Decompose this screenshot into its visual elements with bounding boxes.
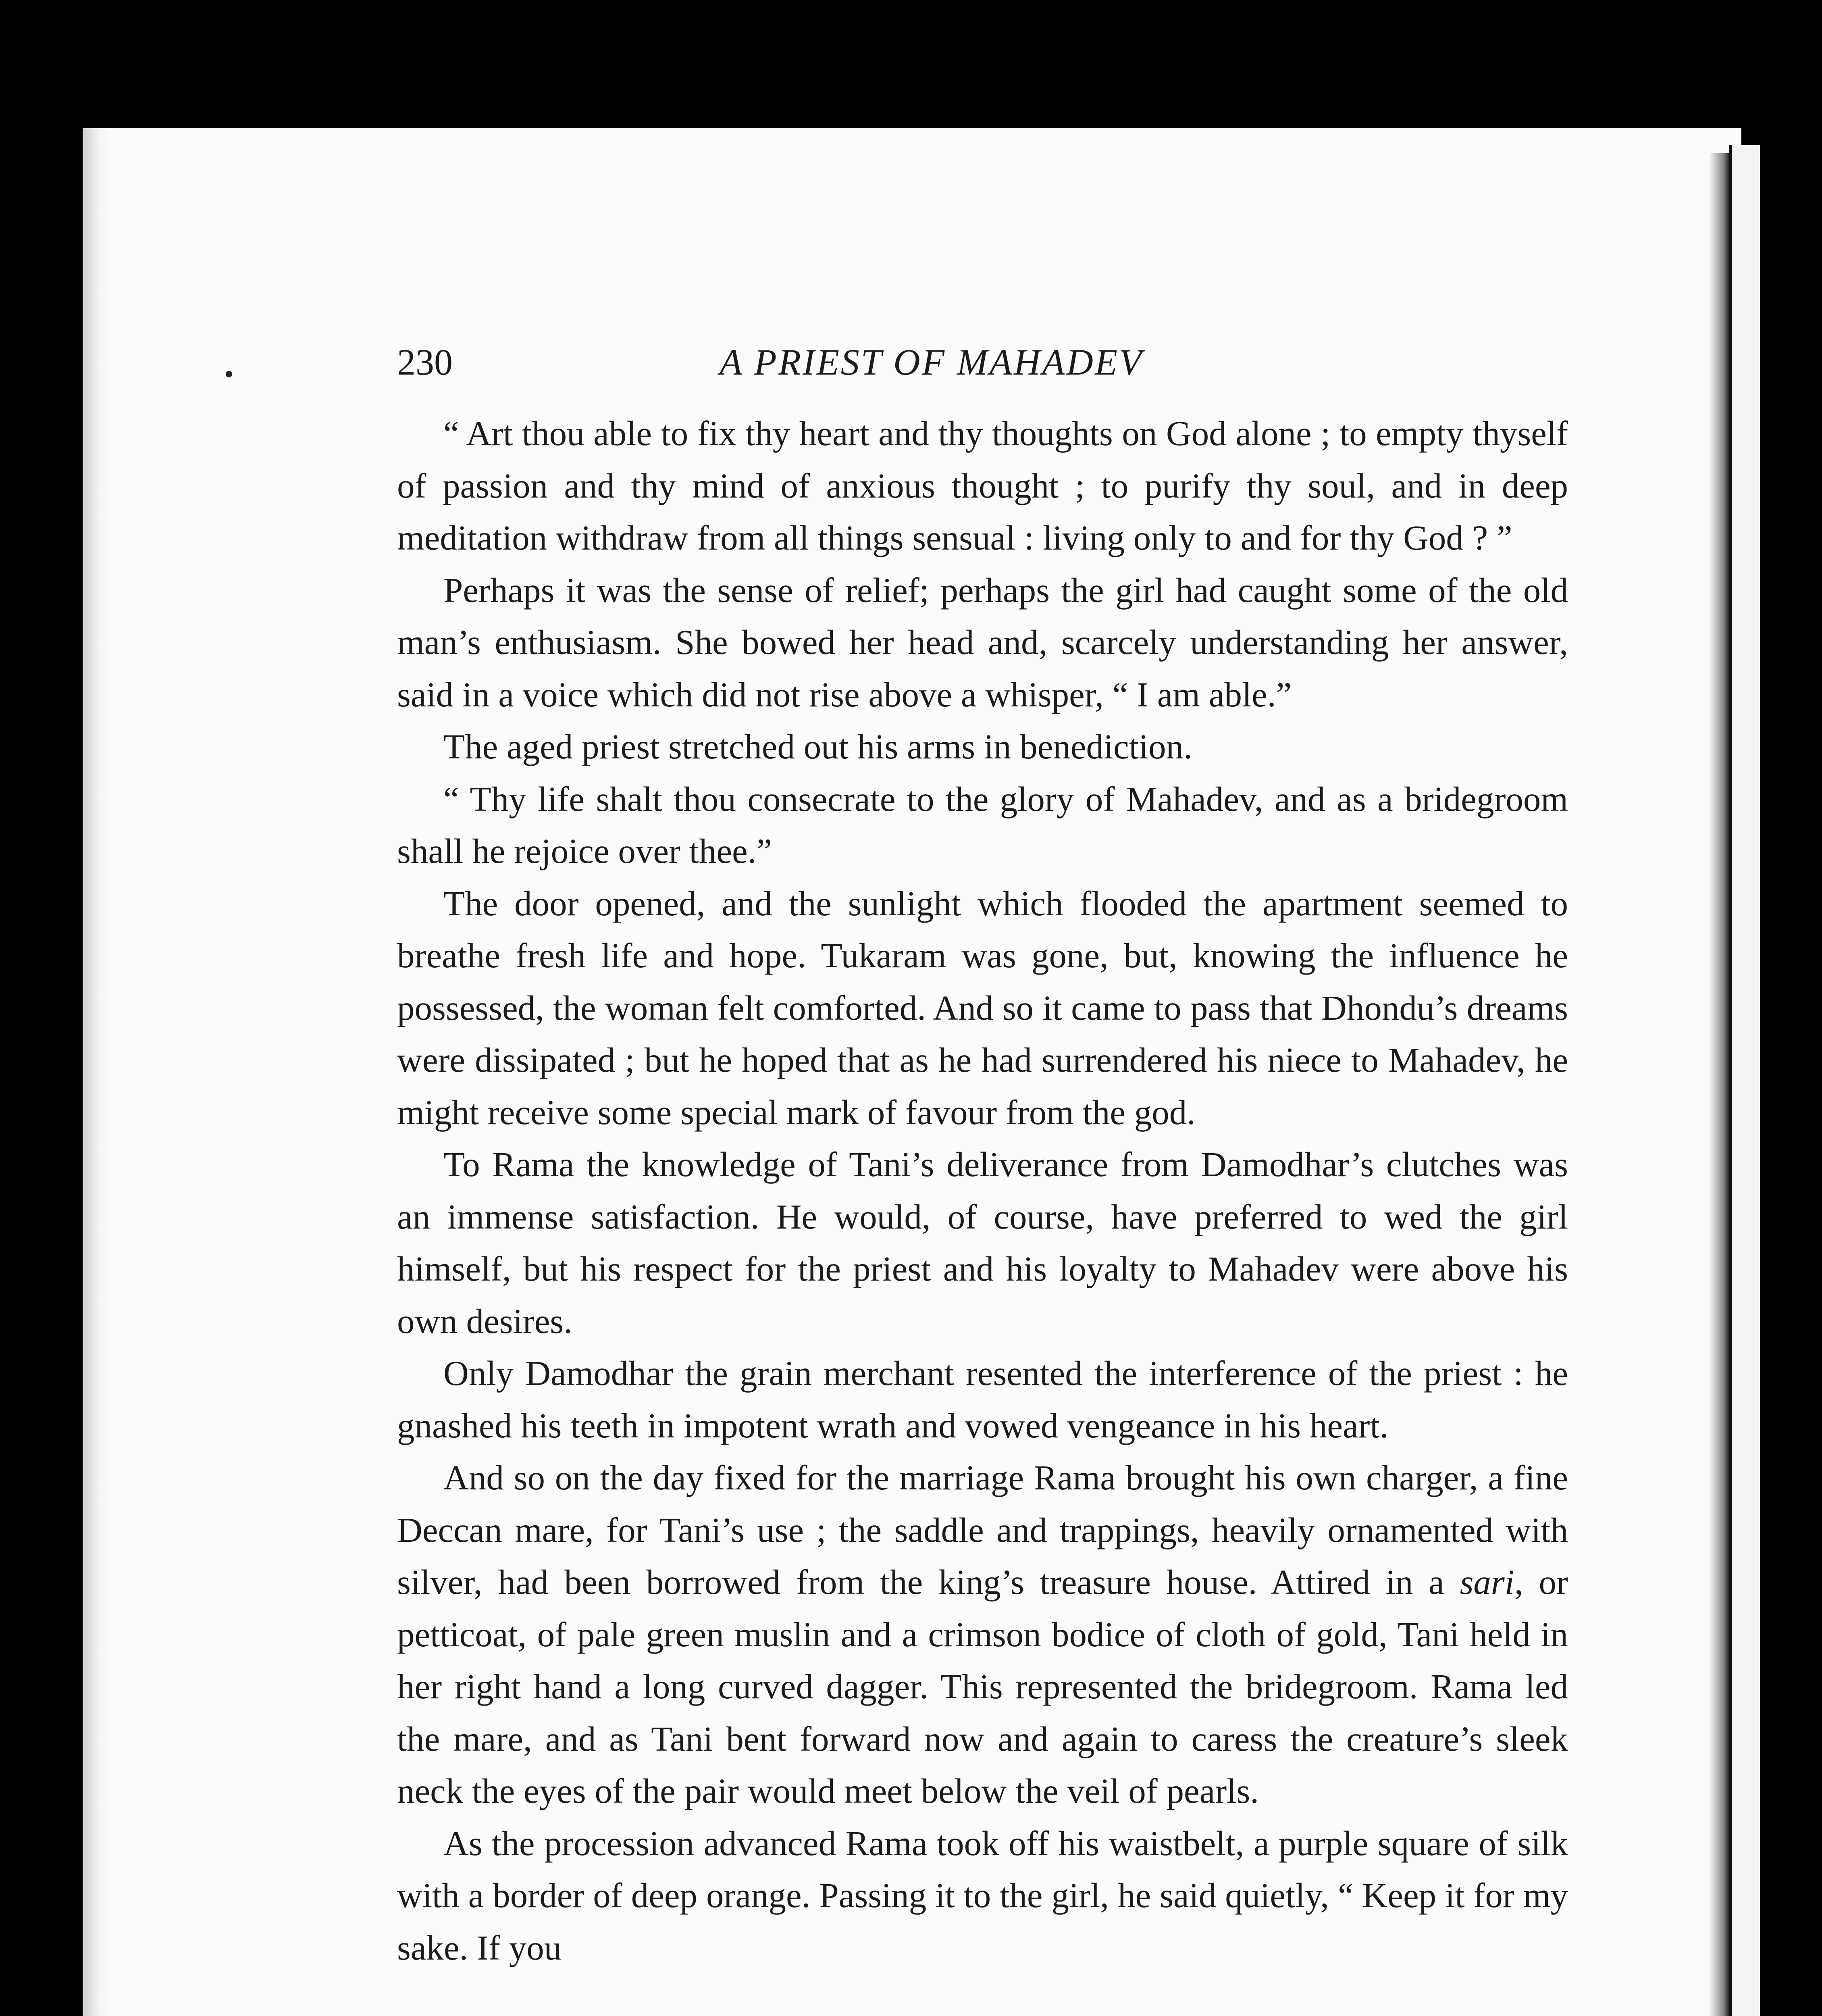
- paragraph-text: And so on the day fixed for the marriage Rama brought his own charger, a fine Deccan mare, for Tani’s use ; the saddle and trappings, heavily ornamented with silver, had been borrowed from the king’s treasure house. Attired in a: [397, 1458, 1568, 1602]
- running-title: A PRIEST OF MAHADEV: [720, 342, 1144, 383]
- page-number: 230: [397, 342, 453, 383]
- paragraph: [397, 1452, 1568, 1817]
- gutter-shadow: [1709, 153, 1729, 2016]
- paragraph: As the procession advanced Rama took off his waistbelt, a purple square of silk with a border of deep orange. Passing it to the girl, he said quietly, “ Keep it for my sake. If you: [397, 1823, 1568, 1967]
- body-text: [397, 407, 1568, 1974]
- paragraph: “ Thy life shalt thou consecrate to the glory of Mahadev, and as a bridegroom shall he rejoice over thee.”: [397, 779, 1568, 871]
- paragraph: To Rama the knowledge of Tani’s deliverance from Damodhar’s clutches was an immense satisfaction. He would, of course, have preferred to wed the girl himself, but his respect for the priest and his loyalty to Mahadev were above his own desires.: [397, 1145, 1568, 1341]
- scan-speck: [226, 371, 232, 377]
- paragraph: The door opened, and the sunlight which flooded the apartment seemed to breathe fresh life and hope. Tukaram was gone, but, knowing the influence he possessed, the woman felt comforted. And so it came to pass that Dhondu’s dreams were dissipated ; but he hoped that as he had surrendered his niece to Mahadev, he might receive some special mark of favour from the god.: [397, 883, 1568, 1132]
- paragraph-text: , or petticoat, of pale green muslin and a crimson bodice of cloth of gold, Tani held in her right hand a long curved dagger. This represented the bridegroom. Rama led the mare, and as Tani bent forward now and again to caress the creature’s sleek neck the eyes of the pair would meet below the veil of pearls.: [397, 1562, 1568, 1810]
- next-page-edge: [1729, 145, 1760, 2016]
- italic-word: sari: [1460, 1562, 1514, 1602]
- paragraph: “ Art thou able to fix thy heart and thy thoughts on God alone ; to empty thyself of passion and thy mind of anxious thought ; to purify thy soul, and in deep meditation withdraw from all things sensual : living only to and for thy God ? ”: [397, 414, 1568, 557]
- paragraph: Only Damodhar the grain merchant resented the interference of the priest : he gnashed his teeth in impotent wrath and vowed vengeance in his heart.: [397, 1354, 1568, 1445]
- page-left-edge: [83, 128, 111, 2016]
- paragraph: Perhaps it was the sense of relief; perhaps the girl had caught some of the old man’s enthusiasm. She bowed her head and, scarcely understanding her answer, said in a voice which did not rise above a whisper, “ I am able.”: [397, 570, 1568, 714]
- running-head: [397, 341, 1568, 389]
- paragraph: The aged priest stretched out his arms in benediction.: [443, 727, 1192, 766]
